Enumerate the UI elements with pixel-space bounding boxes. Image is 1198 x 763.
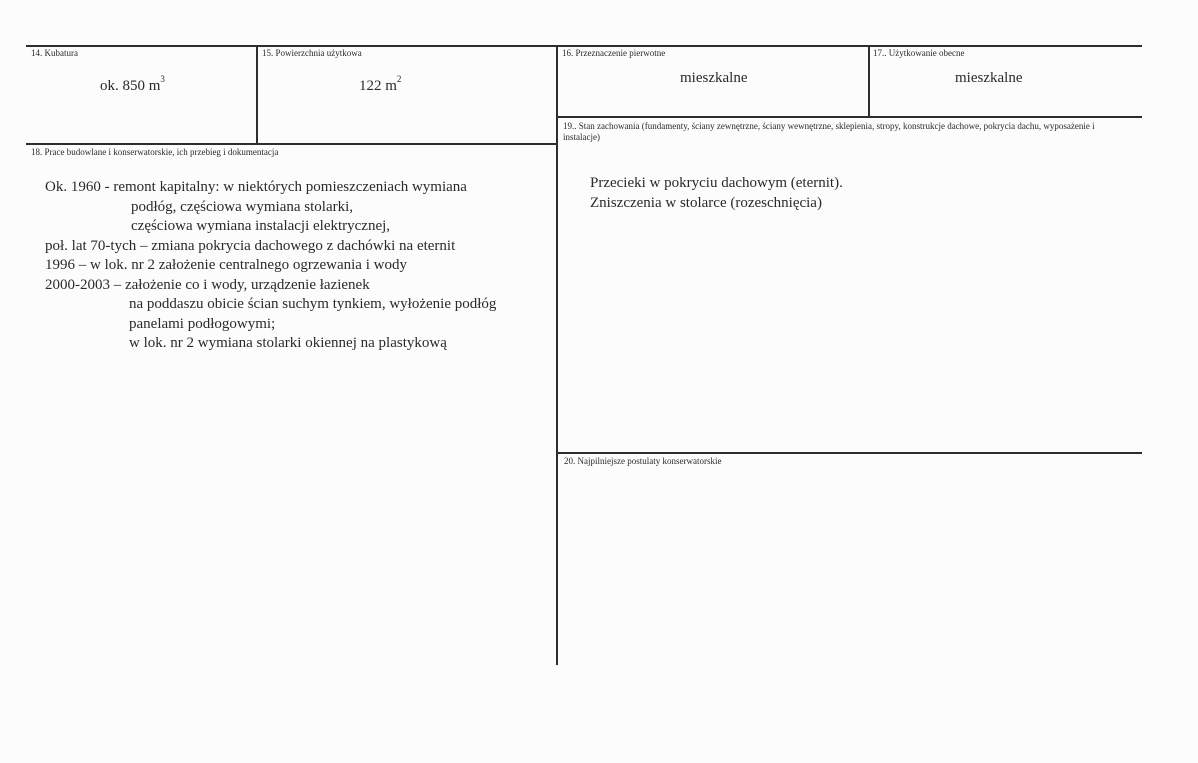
przeznaczenie-label: 16. Przeznaczenie pierwotne — [562, 48, 666, 58]
kubatura-label: 14. Kubatura — [31, 48, 78, 58]
stan-text — [590, 174, 843, 213]
vertical-rule-14-15 — [256, 45, 258, 143]
stan-label: 19.. Stan zachowania (fundamenty, ściany zewnętrzne, ściany wewnętrzne, sklepienia, stropy, konstrukcje dachowe, pokrycia dachu, wyposażenie i instalacje) — [563, 121, 1095, 142]
prace-line: podłóg, częściowa wymiana stolarki, — [131, 198, 354, 215]
prace-line: częściowa wymiana instalacji elektrycznej, — [131, 218, 391, 234]
kubatura-value — [100, 76, 165, 95]
powierzchnia-label: 15. Powierzchnia użytkowa — [262, 48, 362, 58]
prace-text — [45, 178, 496, 354]
prace-line: 1996 – w lok. nr 2 założenie centralnego ogrzewania i wody — [45, 257, 407, 273]
przeznaczenie-value: mieszkalne — [680, 70, 748, 86]
rule-above-20 — [556, 452, 1142, 454]
stan-line: Przecieki w pokryciu dachowym (eternit). — [590, 175, 843, 191]
prace-line: 2000-2003 – założenie co i wody, urządzenie łazienek — [45, 276, 370, 293]
vertical-rule-main — [556, 45, 558, 665]
prace-label: 18. Prace budowlane i konserwatorskie, ich przebieg i dokumentacja — [31, 147, 279, 157]
kubatura-unit-exponent: 3 — [160, 74, 165, 84]
powierzchnia-number: 122 m — [359, 78, 397, 94]
powierzchnia-value — [359, 76, 401, 95]
uzytkowanie-value: mieszkalne — [955, 70, 1023, 86]
prace-line: Ok. 1960 - remont kapitalny: w niektórych pomieszczeniach wymiana — [45, 179, 467, 195]
rule-under-14-15 — [26, 143, 558, 145]
vertical-rule-16-17 — [868, 45, 870, 116]
rule-under-16-17 — [556, 116, 1142, 118]
uzytkowanie-label: 17.. Użytkowanie obecne — [873, 48, 965, 58]
prace-line: poł. lat 70-tych – zmiana pokrycia dachowego z dachówki na eternit — [45, 237, 456, 254]
prace-line: na poddaszu obicie ścian suchym tynkiem, wyłożenie podłóg — [129, 296, 497, 312]
stan-line: Zniszczenia w stolarce (rozeschnięcia) — [590, 194, 822, 211]
top-rule — [26, 45, 1142, 47]
postulaty-label: 20. Najpilniejsze postulaty konserwatorskie — [564, 456, 722, 466]
kubatura-number: ok. 850 m — [100, 78, 161, 94]
prace-line: panelami podłogowymi; — [129, 315, 276, 332]
prace-line: w lok. nr 2 wymiana stolarki okiennej na plastykową — [129, 335, 447, 351]
powierzchnia-unit-exponent: 2 — [396, 74, 402, 84]
